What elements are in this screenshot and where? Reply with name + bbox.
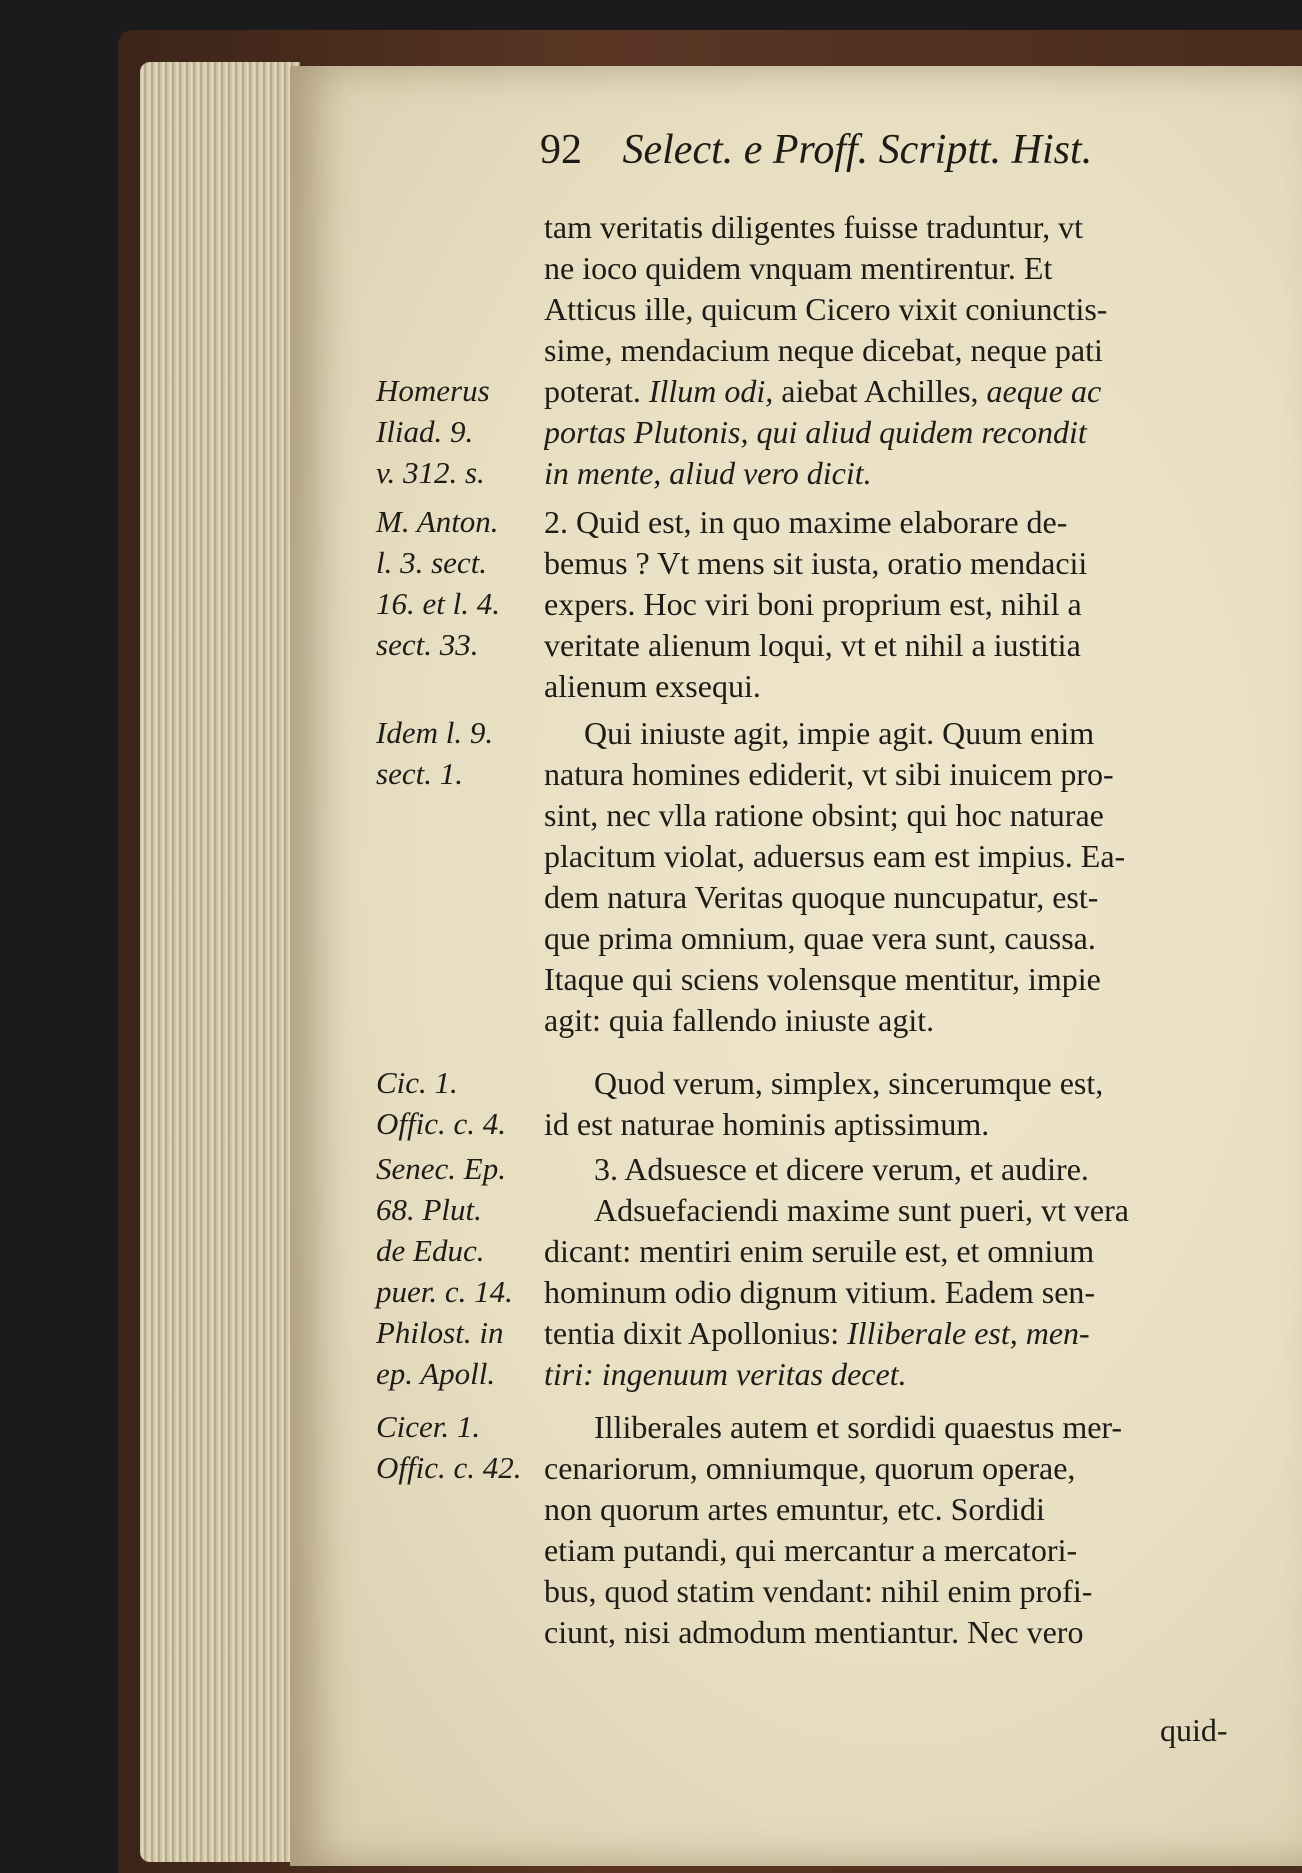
text-line: bemus ? Vt mens sit iusta, oratio mendacii <box>544 545 1088 581</box>
margin-note: Offic. c. 4. <box>376 1106 506 1141</box>
margin-note: Cicer. 1. <box>376 1409 481 1444</box>
text-line: in mente, aliud vero dicit. <box>544 455 872 491</box>
text-line: ne ioco quidem vnquam mentirentur. Et <box>544 250 1053 286</box>
margin-note: Idem l. 9. <box>376 715 494 750</box>
margin-note: Offic. c. 42. <box>376 1450 522 1485</box>
margin-note: Philost. in <box>376 1315 504 1350</box>
running-title: Select. e Proff. Scriptt. Hist. <box>622 127 1093 173</box>
text-line: non quorum artes emuntur, etc. Sordidi <box>544 1491 1045 1527</box>
text-line: etiam putandi, qui mercantur a mercatori- <box>544 1532 1078 1568</box>
text-line <box>544 1314 1250 1352</box>
text-line: natura homines ediderit, vt sibi inuicem pro- <box>544 756 1114 792</box>
text-line: sime, mendacium neque dicebat, neque pati <box>544 332 1103 368</box>
margin-note: 68. Plut. <box>376 1192 482 1227</box>
text-run: poterat. <box>544 373 649 409</box>
text-run-italic: aeque ac <box>986 373 1102 409</box>
text-line: tiri: ingenuum veritas decet. <box>544 1356 907 1392</box>
margin-note: v. 312. s. <box>376 455 485 490</box>
text-line: placitum violat, aduersus eam est impius. Ea- <box>544 838 1126 874</box>
page-header <box>540 126 1092 174</box>
text-line: agit: quia fallendo iniuste agit. <box>544 1002 935 1038</box>
margin-note: Senec. Ep. <box>376 1151 506 1186</box>
text-line: expers. Hoc viri boni proprium est, nihil a <box>544 586 1082 622</box>
text-run: tentia dixit Apollonius: <box>544 1315 848 1351</box>
margin-note: Cic. 1. <box>376 1065 458 1100</box>
margin-note: 16. et l. 4. <box>376 586 500 621</box>
text-line: Itaque qui sciens volensque mentitur, impie <box>544 961 1101 997</box>
text-line: dicant: mentiri enim seruile est, et omnium <box>544 1233 1095 1269</box>
margin-note: l. 3. sect. <box>376 545 488 580</box>
margin-note: sect. 33. <box>376 627 479 662</box>
text-line: que prima omnium, quae vera sunt, caussa. <box>544 920 1096 956</box>
text-line: 3. Adsuesce et dicere verum, et audire. <box>594 1151 1089 1187</box>
text-line: cenariorum, omniumque, quorum operae, <box>544 1450 1076 1486</box>
text-run-italic: Illum odi, <box>648 373 774 409</box>
catchword: quid- <box>1160 1712 1228 1748</box>
margin-note: Iliad. 9. <box>376 414 474 449</box>
text-line: ciunt, nisi admodum mentiantur. Nec vero <box>544 1614 1084 1650</box>
margin-note: de Educ. <box>376 1233 485 1268</box>
text-line: tam veritatis diligentes fuisse traduntur, vt <box>544 209 1084 245</box>
text-line: hominum odio dignum vitium. Eadem sen- <box>544 1274 1096 1310</box>
text-line: id est naturae hominis aptissimum. <box>544 1106 990 1142</box>
text-line: Adsuefaciendi maxime sunt pueri, vt vera <box>594 1192 1129 1228</box>
page-number: 92 <box>540 127 582 173</box>
text-line: portas Plutonis, qui aliud quidem recondit <box>544 414 1087 450</box>
margin-note: Homerus <box>376 373 490 408</box>
text-line: Quod verum, simplex, sincerumque est, <box>594 1065 1104 1101</box>
text-line: bus, quod statim vendant: nihil enim profi- <box>544 1573 1093 1609</box>
text-line: Qui iniuste agit, impie agit. Quum enim <box>584 715 1095 751</box>
text-line <box>544 372 1250 410</box>
text-line: Illiberales autem et sordidi quaestus mer- <box>594 1409 1123 1445</box>
text-line: alienum exsequi. <box>544 668 761 704</box>
margin-note: M. Anton. <box>376 504 499 539</box>
text-line: sint, nec vlla ratione obsint; qui hoc naturae <box>544 797 1104 833</box>
margin-note: ep. Apoll. <box>376 1356 496 1391</box>
margin-note: puer. c. 14. <box>376 1274 513 1309</box>
page-edges <box>140 62 300 1862</box>
text-line: Atticus ille, quicum Cicero vixit coniunctis- <box>544 291 1108 327</box>
text-line: veritate alienum loqui, vt et nihil a iustitia <box>544 627 1081 663</box>
text-line: 2. Quid est, in quo maxime elaborare de- <box>544 504 1068 540</box>
text-line: dem natura Veritas quoque nuncupatur, est- <box>544 879 1099 915</box>
text-run-italic: Illiberale est, men- <box>847 1315 1090 1351</box>
text-run: aiebat Achilles, <box>773 373 987 409</box>
margin-note: sect. 1. <box>376 756 463 791</box>
